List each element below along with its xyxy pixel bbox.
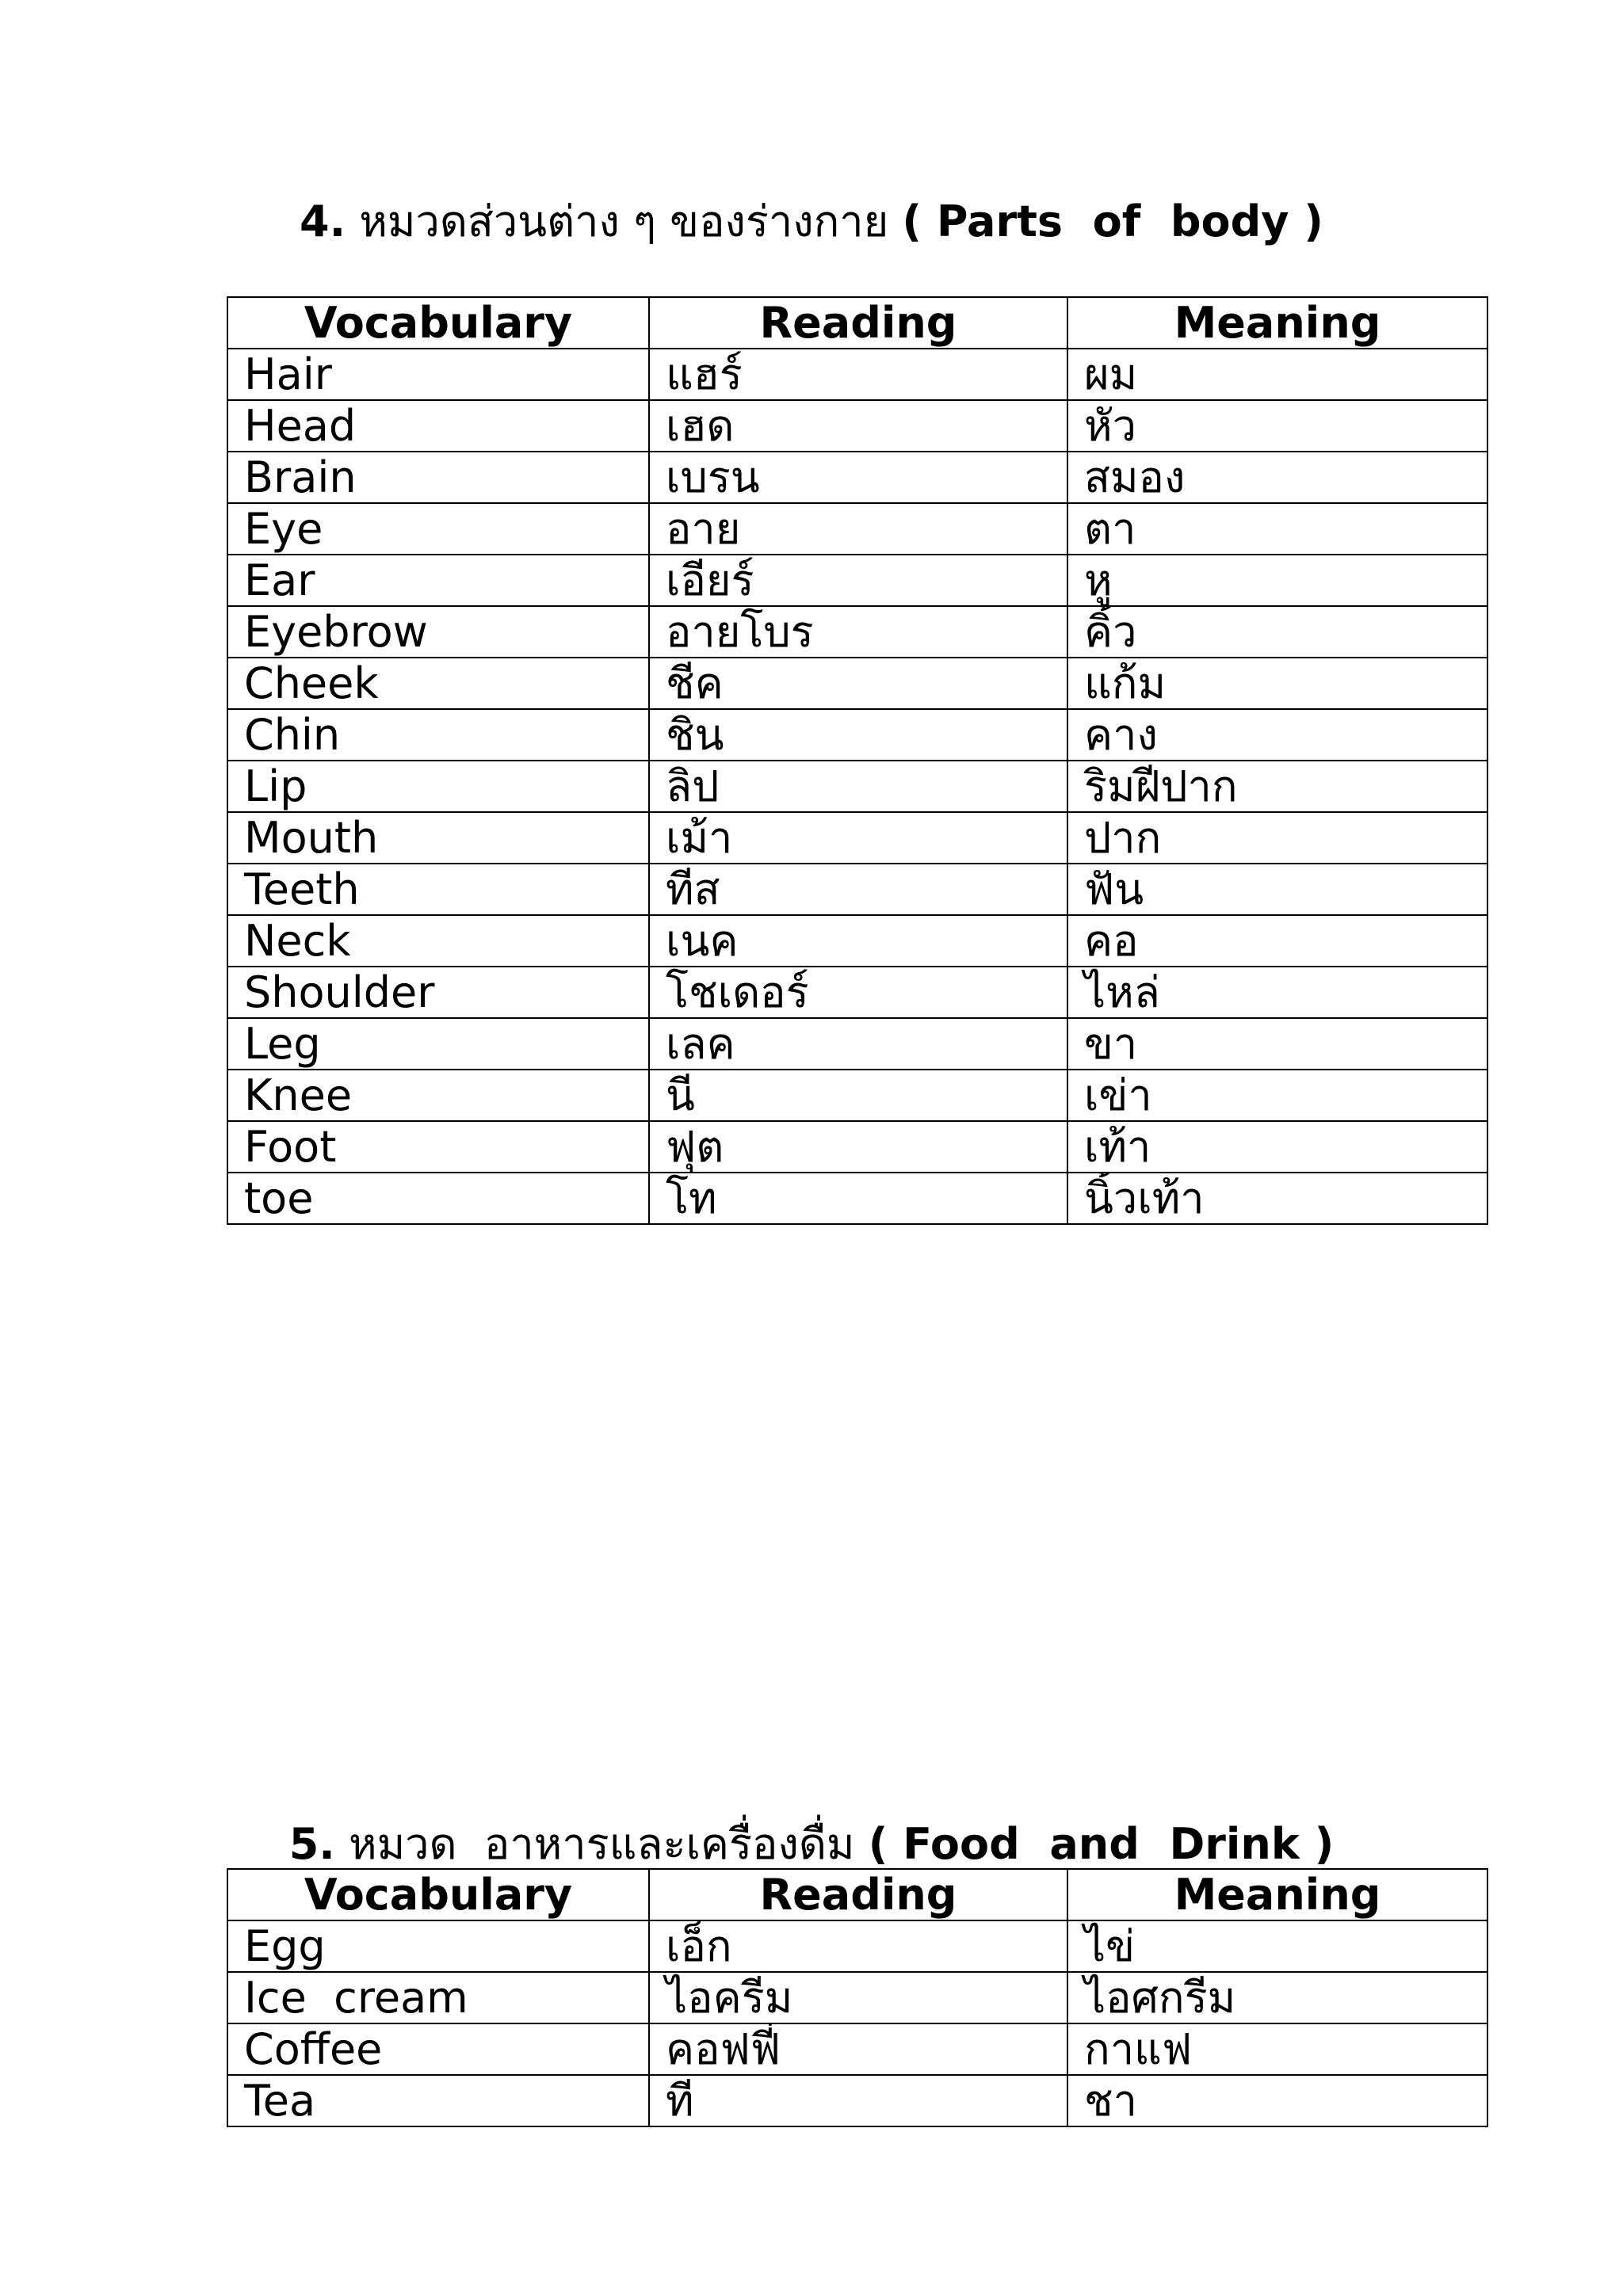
table-row	[227, 1173, 1487, 1224]
cell-reading: ทีส	[649, 864, 1067, 915]
cell-meaning: แก้ม	[1067, 658, 1487, 709]
cell-reading: ฟุต	[649, 1121, 1067, 1173]
cell-vocabulary: Tea	[227, 2075, 649, 2126]
cell-meaning: เข่า	[1067, 1070, 1487, 1121]
cell-vocabulary: toe	[227, 1173, 649, 1224]
table-row	[227, 2023, 1487, 2075]
cell-vocabulary: Mouth	[227, 812, 649, 864]
table-row	[227, 1920, 1487, 1972]
vocabulary-table-parts-of-body	[227, 296, 1488, 1225]
cell-vocabulary: Chin	[227, 709, 649, 761]
table-row	[227, 452, 1487, 503]
cell-reading: โท	[649, 1173, 1067, 1224]
cell-vocabulary: Egg	[227, 1920, 649, 1972]
cell-vocabulary: Coffee	[227, 2023, 649, 2075]
section-title-thai: หมวด อาหารและเครื่องดื่ม	[348, 1819, 855, 1869]
table-row	[227, 864, 1487, 915]
cell-reading: เบรน	[649, 452, 1067, 503]
section-title-english: ( Food and Drink )	[868, 1819, 1335, 1869]
cell-meaning: ฟัน	[1067, 864, 1487, 915]
cell-reading: เลค	[649, 1018, 1067, 1070]
cell-reading: ลิป	[649, 761, 1067, 812]
cell-reading: อาย	[649, 503, 1067, 555]
section-title-food-and-drink	[0, 1817, 1623, 1872]
cell-vocabulary: Eye	[227, 503, 649, 555]
table-row	[227, 1972, 1487, 2023]
cell-meaning: ไหล่	[1067, 967, 1487, 1018]
cell-reading: ไอครีม	[649, 1972, 1067, 2023]
cell-meaning: ตา	[1067, 503, 1487, 555]
cell-vocabulary: Teeth	[227, 864, 649, 915]
table-row	[227, 606, 1487, 658]
table-row	[227, 709, 1487, 761]
table-row	[227, 2075, 1487, 2126]
column-header-reading: Reading	[649, 297, 1067, 349]
cell-reading: เอ็ก	[649, 1920, 1067, 1972]
cell-meaning: ไข่	[1067, 1920, 1487, 1972]
cell-reading: ที	[649, 2075, 1067, 2126]
table-row	[227, 915, 1487, 967]
cell-reading: เนค	[649, 915, 1067, 967]
cell-vocabulary: Ear	[227, 555, 649, 606]
vocabulary-table-food-and-drink	[227, 1868, 1488, 2127]
cell-meaning: เท้า	[1067, 1121, 1487, 1173]
cell-reading: โชเดอร์	[649, 967, 1067, 1018]
cell-vocabulary: Knee	[227, 1070, 649, 1121]
table-row	[227, 349, 1487, 400]
cell-meaning: ริมฝีปาก	[1067, 761, 1487, 812]
table-row	[227, 812, 1487, 864]
cell-meaning: นิ้วเท้า	[1067, 1173, 1487, 1224]
cell-reading: ชีค	[649, 658, 1067, 709]
cell-meaning: ขา	[1067, 1018, 1487, 1070]
cell-vocabulary: Ice cream	[227, 1972, 649, 2023]
cell-vocabulary: Foot	[227, 1121, 649, 1173]
column-header-reading: Reading	[649, 1869, 1067, 1920]
cell-reading: เอียร์	[649, 555, 1067, 606]
table-row	[227, 658, 1487, 709]
cell-vocabulary: Leg	[227, 1018, 649, 1070]
cell-meaning: ผม	[1067, 349, 1487, 400]
cell-reading: แฮร์	[649, 349, 1067, 400]
cell-vocabulary: Neck	[227, 915, 649, 967]
cell-meaning: กาแฟ	[1067, 2023, 1487, 2075]
cell-meaning: หัว	[1067, 400, 1487, 452]
table-row	[227, 761, 1487, 812]
column-header-vocabulary: Vocabulary	[227, 1869, 649, 1920]
column-header-vocabulary: Vocabulary	[227, 297, 649, 349]
cell-reading: ชิน	[649, 709, 1067, 761]
cell-reading: คอฟฟี่	[649, 2023, 1067, 2075]
section-title-parts-of-body	[0, 194, 1623, 250]
table-row	[227, 400, 1487, 452]
table-row	[227, 967, 1487, 1018]
table-header-row	[227, 1869, 1487, 1920]
section-number: 4.	[300, 196, 346, 246]
cell-vocabulary: Eyebrow	[227, 606, 649, 658]
cell-meaning: ไอศกรีม	[1067, 1972, 1487, 2023]
section-title-english: ( Parts of body )	[902, 196, 1323, 246]
cell-meaning: หู	[1067, 555, 1487, 606]
cell-vocabulary: Lip	[227, 761, 649, 812]
cell-meaning: คิ้ว	[1067, 606, 1487, 658]
cell-vocabulary: Brain	[227, 452, 649, 503]
table-row	[227, 1121, 1487, 1173]
column-header-meaning: Meaning	[1067, 297, 1487, 349]
cell-meaning: สมอง	[1067, 452, 1487, 503]
cell-vocabulary: Shoulder	[227, 967, 649, 1018]
table-row	[227, 503, 1487, 555]
table-header-row	[227, 297, 1487, 349]
cell-reading: เม้า	[649, 812, 1067, 864]
cell-vocabulary: Cheek	[227, 658, 649, 709]
cell-vocabulary: Hair	[227, 349, 649, 400]
section-number: 5.	[288, 1819, 335, 1869]
table-row	[227, 1070, 1487, 1121]
cell-meaning: ปาก	[1067, 812, 1487, 864]
table-row	[227, 555, 1487, 606]
cell-reading: นี	[649, 1070, 1067, 1121]
cell-meaning: ชา	[1067, 2075, 1487, 2126]
column-header-meaning: Meaning	[1067, 1869, 1487, 1920]
table-row	[227, 1018, 1487, 1070]
cell-meaning: คอ	[1067, 915, 1487, 967]
cell-meaning: คาง	[1067, 709, 1487, 761]
cell-reading: เฮด	[649, 400, 1067, 452]
section-title-thai: หมวดส่วนต่าง ๆ ของร่างกาย	[359, 196, 889, 246]
cell-reading: อายโบร	[649, 606, 1067, 658]
cell-vocabulary: Head	[227, 400, 649, 452]
